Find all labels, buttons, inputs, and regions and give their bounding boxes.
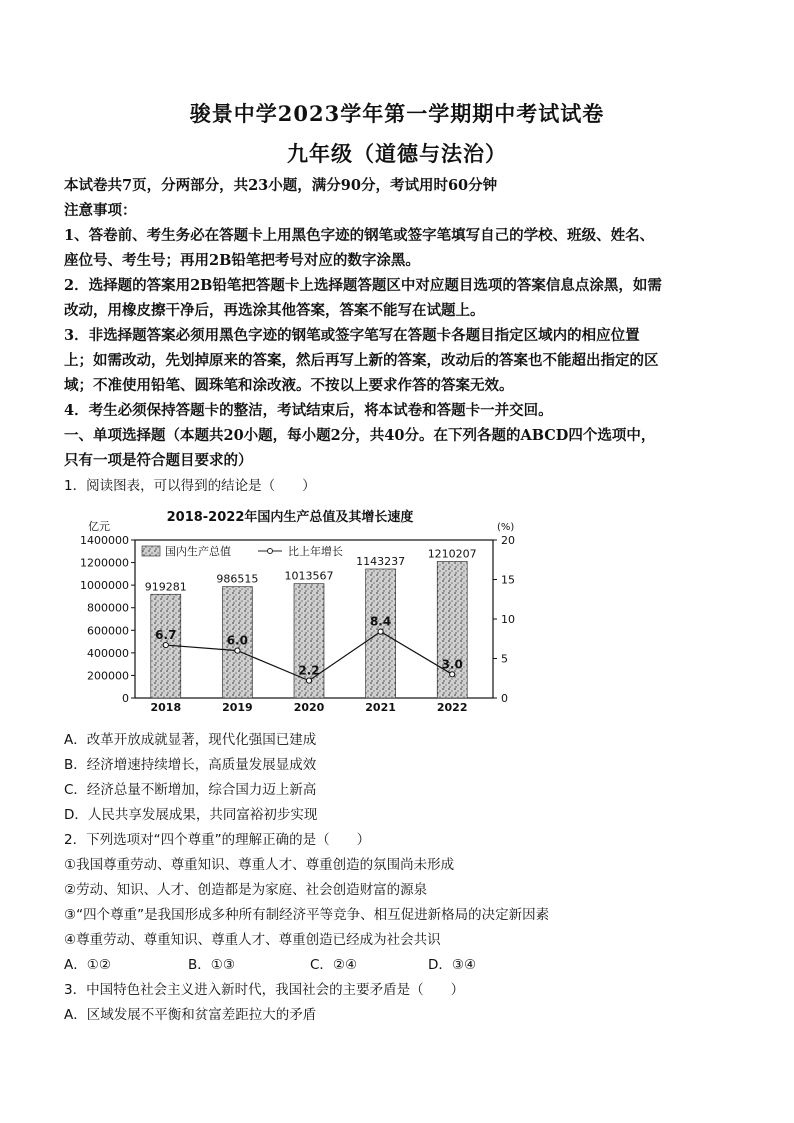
q2-item-1: ①我国尊重劳动、尊重知识、尊重人才、尊重创造的氛围尚未形成 (64, 857, 455, 873)
chart-legend (142, 544, 343, 558)
section-heading-cont: 只有一项是符合题目要求的） (64, 452, 253, 469)
chart-title: 2018-2022年国内生产总值及其增长速度 (166, 510, 414, 525)
q2-item-2: ②劳动、知识、人才、创造都是为家庭、社会创造财富的源泉 (64, 882, 428, 898)
growth-point (378, 629, 383, 634)
growth-point (306, 678, 311, 683)
growth-value-label: 3.0 (441, 657, 463, 672)
growth-point (450, 672, 455, 677)
left-tick-label: 600000 (87, 624, 129, 638)
notice-3a: 3．非选择题答案必须用黑色字迹的钢笔或签字笔写在答题卡各题目指定区域内的相应位置 (64, 327, 640, 344)
right-tick-label: 5 (501, 652, 508, 666)
growth-value-label: 6.7 (155, 628, 177, 643)
q2-option-a[interactable]: A．①② (64, 957, 111, 973)
q1-option-d[interactable]: D．人民共享发展成果，共同富裕初步实现 (64, 807, 318, 823)
section-heading: 一、单项选择题（本题共20小题，每小题2分，共40分。在下列各题的ABCD四个选项中， (64, 427, 656, 444)
right-tick-label: 0 (501, 692, 508, 705)
x-tick-label: 2018 (150, 701, 182, 714)
exam-intro: 本试卷共7页，分两部分，共23小题，满分90分，考试用时60分钟 (64, 177, 498, 194)
x-tick-label: 2022 (436, 701, 468, 714)
notice-1a: 1、答卷前、考生务必在答题卡上用黑色字迹的钢笔或签字笔填写自己的学校、班级、姓名、 (64, 227, 655, 244)
exam-subtitle: 九年级（道德与法治） (287, 141, 507, 166)
q1-option-b[interactable]: B．经济增速持续增长，高质量发展显成效 (64, 757, 317, 773)
q1-stem: 1．阅读图表，可以得到的结论是（ ） (64, 478, 316, 494)
gdp-value-label: 1013567 (284, 569, 334, 583)
exam-title: 骏景中学2023学年第一学期期中考试试卷 (189, 101, 605, 126)
gdp-value-label: 1210207 (427, 547, 477, 561)
left-tick-label: 200000 (87, 669, 129, 683)
legend-bar-label: 国内生产总值 (165, 545, 231, 558)
x-tick-label: 2020 (293, 701, 325, 714)
left-tick-label: 1400000 (80, 534, 129, 547)
gdp-value-label: 1143237 (356, 554, 406, 568)
notice-4: 4．考生必须保持答题卡的整洁，考试结束后，将本试卷和答题卡一并交回。 (64, 402, 553, 419)
growth-value-label: 8.4 (369, 614, 392, 629)
growth-value-label: 6.0 (226, 633, 249, 648)
q2-item-4: ④尊重劳动、尊重知识、尊重人才、尊重创造已经成为社会共识 (64, 932, 441, 948)
notice-2a: 2．选择题的答案用2B铅笔把答题卡上选择题答题区中对应题目选项的答案信息点涂黑，如需 (64, 277, 662, 294)
gdp-value-label: 919281 (144, 580, 187, 594)
left-tick-label: 400000 (87, 646, 129, 660)
left-tick-label: 1200000 (80, 556, 129, 570)
notice-heading: 注意事项： (64, 202, 137, 219)
growth-point (235, 648, 240, 653)
left-tick-label: 0 (122, 692, 129, 705)
x-tick-label: 2021 (365, 701, 396, 714)
x-tick-label: 2019 (222, 701, 253, 714)
legend-line-marker (268, 549, 273, 554)
q2-option-d[interactable]: D．③④ (428, 957, 477, 973)
q3-option-a[interactable]: A．区域发展不平衡和贫富差距拉大的矛盾 (64, 1007, 317, 1023)
legend-bar-swatch (142, 546, 160, 556)
q2-option-b[interactable]: B．①③ (188, 957, 235, 973)
notice-3b: 上；如需改动，先划掉原来的答案，然后再写上新的答案，改动后的答案也不能超出指定的区 (64, 352, 659, 369)
q3-stem: 3．中国特色社会主义进入新时代，我国社会的主要矛盾是（ ） (64, 982, 465, 998)
chart-left-unit: 亿元 (88, 520, 110, 533)
right-tick-label: 15 (501, 573, 515, 587)
right-tick-label: 20 (501, 534, 515, 547)
right-tick-label: 10 (501, 613, 515, 626)
growth-point (163, 642, 168, 647)
notice-3c: 域；不准使用铅笔、圆珠笔和涂改液。不按以上要求作答的答案无效。 (64, 377, 514, 394)
chart-right-unit: (%) (497, 522, 515, 533)
left-tick-label: 1000000 (80, 579, 129, 593)
q2-stem: 2．下列选项对“四个尊重”的理解正确的是（ ） (64, 832, 371, 848)
q2-item-3: ③“四个尊重”是我国形成多种所有制经济平等竞争、相互促进新格局的决定新因素 (64, 907, 550, 923)
legend-line-label: 比上年增长 (288, 545, 343, 558)
growth-value-label: 2.2 (298, 663, 320, 678)
q1-option-a[interactable]: A．改革开放成就显著，现代化强国已建成 (64, 732, 317, 748)
notice-2b: 改动，用橡皮擦干净后，再选涂其他答案，答案不能写在试题上。 (64, 302, 485, 319)
q1-option-c[interactable]: C．经济总量不断增加，综合国力迈上新高 (64, 782, 317, 798)
gdp-chart (70, 502, 515, 720)
q2-option-c[interactable]: C．②④ (310, 957, 358, 973)
gdp-value-label: 986515 (216, 572, 259, 586)
gdp-bar (437, 561, 467, 698)
left-tick-label: 800000 (87, 601, 129, 615)
notice-1b: 座位号、考生号；再用2B铅笔把考号对应的数字涂黑。 (64, 252, 420, 269)
